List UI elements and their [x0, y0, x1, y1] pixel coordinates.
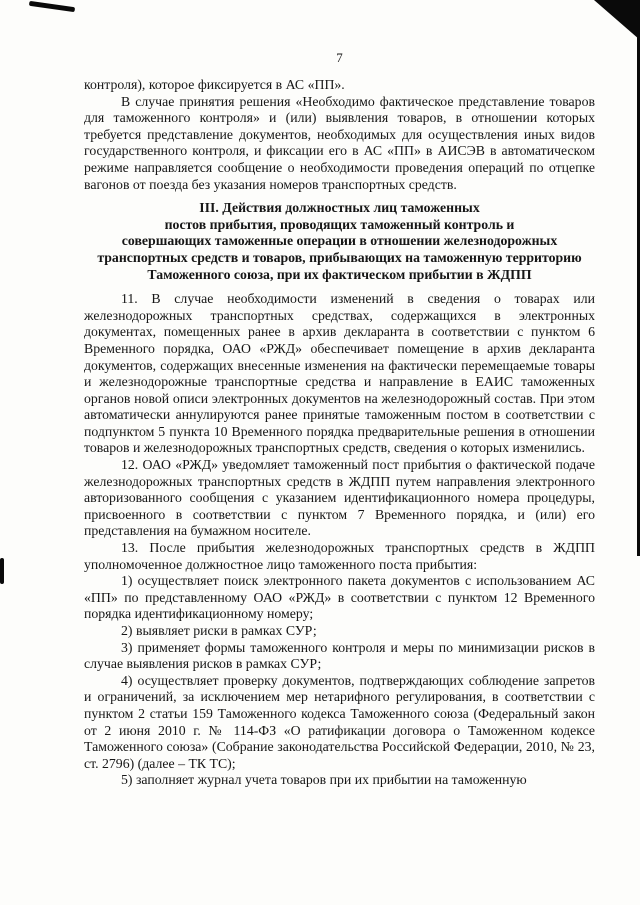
- heading-line: совершающих таможенные операции в отношении железнодорожных: [121, 233, 558, 249]
- paragraph-12: 12. ОАО «РЖД» уведомляет таможенный пост прибытия о фактической подаче железнодорожных транспортных средств в ЖДПП путем направления электронного авторизованного сообщения с указанием идентификационного номера процедуры, присвоенного в соответствии с пунктом 7 Временного порядка, и (или) его представления на бумажном носителе.: [84, 457, 595, 539]
- scan-artifact-top-left: [29, 1, 75, 12]
- paragraph-13: 13. После прибытия железнодорожных транспортных средств в ЖДПП уполномоченное должностное лицо таможенного поста прибытия:: [84, 540, 595, 572]
- scan-artifact-left-edge: [0, 558, 4, 584]
- paragraph-continuation: контроля), которое фиксируется в АС «ПП».: [84, 77, 345, 92]
- paragraph-decision: В случае принятия решения «Необходимо фактическое представление товаров для таможенного контроля» и (или) выявления товаров, в отношении которых требуется представление документов, необходимых для осуществления иных видов государственного контроля, и фиксации его в АС «ПП» в АИСЭВ в автоматическом режиме направляется сообщение о необходимости проведения операций по отцепке вагонов от поезда без указания номеров транспортных средств.: [84, 93, 595, 192]
- document-body: [84, 77, 595, 789]
- heading-line: Таможенного союза, при их фактическом прибытии в ЖДПП: [147, 266, 532, 282]
- subparagraph-2: 2) выявляет риски в рамках СУР;: [121, 623, 317, 638]
- heading-line: III. Действия должностных лиц таможенных: [199, 200, 480, 216]
- subparagraph-4: 4) осуществляет проверку документов, подтверждающих соблюдение запретов и ограничений, за исключением мер нетарифного регулирования, в соответствии с пунктом 2 статьи 159 Таможенного кодекса Таможенного союза (Федеральный закон от 2 июня 2010 г. № 114-ФЗ «О ратификации договора о Таможенном кодексе Таможенного союза» (Собрание законодательства Российской Федерации, 2010, № 23, ст. 2796) (далее – ТК ТС);: [84, 672, 595, 771]
- scan-artifact-top-right-corner: [594, 0, 640, 40]
- heading-line: транспортных средств и товаров, прибывающих на таможенную территорию: [97, 249, 582, 265]
- page-number: 7: [336, 50, 343, 65]
- paragraph-11: 11. В случае необходимости изменений в сведения о товарах или железнодорожных транспортных средствах, содержащихся в электронных документах, помещенных ранее в архив декларанта в соответствии с пунктом 6 Временного порядка, ОАО «РЖД» обеспечивает помещение в архив декларанта документов, содержащих внесенные изменения на фактически перемещаемые товары и железнодорожные транспортные средства и направление в ЕАИС таможенных органов новой описи электронных документов на железнодорожный состав. При этом автоматически аннулируются ранее принятые таможенным постом в соответствии с подпунктом 5 пункта 10 Временного порядка предварительные решения в отношении товаров и железнодорожных транспортных средств, сведения о которых изменились.: [84, 291, 595, 456]
- subparagraph-5: 5) заполняет журнал учета товаров при их прибытии на таможенную: [121, 772, 527, 788]
- subparagraph-1: 1) осуществляет поиск электронного пакета документов с использованием АС «ПП» по представленному ОАО «РЖД» в соответствии с пунктом 12 Временного порядка идентификационному номеру;: [84, 573, 595, 622]
- section-heading: [84, 200, 595, 283]
- subparagraph-3: 3) применяет формы таможенного контроля и меры по минимизации рисков в случае выявления рисков в рамках СУР;: [84, 639, 595, 672]
- heading-line: постов прибытия, проводящих таможенный контроль и: [164, 216, 515, 232]
